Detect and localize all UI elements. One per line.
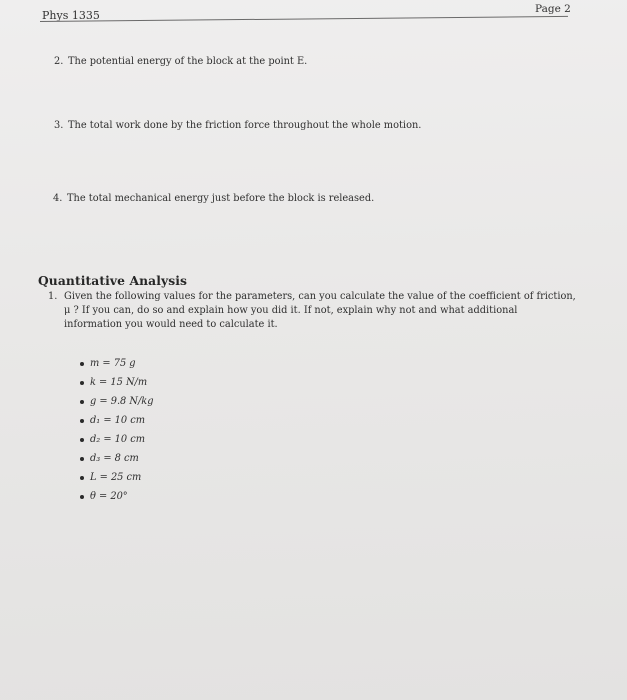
bullet-icon [80, 400, 84, 404]
parameter-list [80, 354, 153, 506]
question-4 [53, 193, 374, 204]
parameter-gravity: g = 9.8 N/kg [90, 396, 154, 407]
parameter-d2: d₂ = 10 cm [90, 434, 145, 445]
question-4-text: The total mechanical energy just before the block is released. [67, 193, 375, 204]
parameter-angle: θ = 20° [90, 491, 128, 502]
parameter-item [80, 449, 153, 468]
parameter-mass: m = 75 g [90, 358, 136, 369]
question-3-text: The total work done by the friction force throughout the whole motion. [68, 120, 422, 131]
parameter-item [80, 392, 153, 411]
quantitative-question-1-number: 1. [48, 291, 58, 302]
quantitative-question-1 [48, 290, 608, 332]
question-2 [54, 56, 307, 67]
parameter-item [80, 487, 153, 506]
question-2-text: The potential energy of the block at the point E. [68, 56, 308, 67]
question-3-number: 3. [54, 120, 64, 131]
parameter-item [80, 354, 153, 373]
bullet-icon [80, 457, 84, 461]
parameter-spring-constant: k = 15 N/m [90, 377, 148, 388]
parameter-item [80, 430, 153, 449]
bullet-icon [80, 362, 84, 366]
parameter-item [80, 373, 153, 392]
question-4-number: 4. [53, 193, 63, 204]
parameter-d1: d₁ = 10 cm [90, 415, 145, 426]
course-header: Phys 1335 [42, 9, 100, 22]
question-3 [54, 120, 421, 131]
parameter-length: L = 25 cm [90, 472, 142, 483]
bullet-icon [80, 381, 84, 385]
question-line-3: information you would need to calculate it. [64, 319, 278, 330]
header-divider [40, 16, 568, 22]
question-line-2: μ ? If you can, do so and explain how you did it. If not, explain why not and what additional [64, 305, 518, 316]
bullet-icon [80, 419, 84, 423]
bullet-icon [80, 495, 84, 499]
question-line-1: Given the following values for the parameters, can you calculate the value of the coefficient of friction, [64, 291, 576, 302]
parameter-item [80, 468, 153, 487]
question-2-number: 2. [54, 56, 64, 67]
section-title: Quantitative Analysis [38, 273, 188, 288]
bullet-icon [80, 476, 84, 480]
bullet-icon [80, 438, 84, 442]
parameter-item [80, 411, 153, 430]
parameter-d3: d₃ = 8 cm [90, 453, 139, 464]
page-number: Page 2 [535, 3, 571, 15]
